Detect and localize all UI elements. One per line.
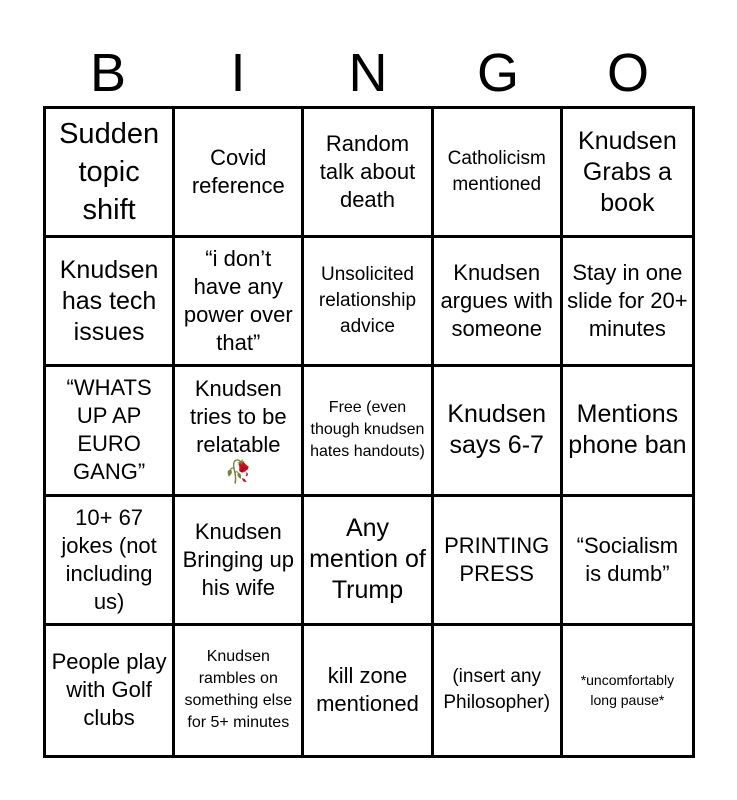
bingo-cell-i4[interactable]	[175, 497, 304, 626]
bingo-cell-o2[interactable]	[563, 238, 692, 367]
bingo-cell-i3[interactable]	[175, 367, 304, 496]
cell-text: Random talk about death	[319, 131, 416, 213]
header-letter-o: O	[606, 43, 649, 103]
bingo-cell-i5[interactable]	[175, 626, 304, 755]
bingo-cell-b5[interactable]	[46, 626, 175, 755]
cell-text: Knudsen tries to be relatable	[189, 376, 287, 458]
cell-text: “i don’t have any power over that”	[183, 246, 293, 356]
bingo-cell-g2[interactable]	[434, 238, 563, 367]
bingo-cell-n3[interactable]	[304, 367, 433, 496]
cell-text: Mentions phone ban	[568, 400, 687, 460]
bingo-cell-i2[interactable]	[175, 238, 304, 367]
cell-text: Any mention of Trump	[309, 514, 426, 605]
cell-text: People play with Golf clubs	[51, 649, 167, 731]
cell-text: Knudsen argues with someone	[440, 260, 553, 342]
bingo-cell-g4[interactable]	[434, 497, 563, 626]
bingo-cell-o3[interactable]	[563, 367, 692, 496]
cell-text: Sudden topic shift	[59, 118, 160, 227]
bingo-cell-n1[interactable]	[304, 109, 433, 238]
cell-text: PRINTING PRESS	[444, 532, 550, 586]
bingo-cell-b2[interactable]	[46, 238, 175, 367]
cell-text: Catholicism mentioned	[447, 148, 546, 196]
cell-text: “Socialism is dumb”	[576, 532, 679, 586]
cell-text: kill zone mentioned	[316, 663, 419, 717]
bingo-header	[43, 40, 693, 106]
cell-text: Knudsen rambles on something else for 5+ minutes	[184, 648, 293, 732]
bingo-cell-n5[interactable]	[304, 626, 433, 755]
bingo-cell-o1[interactable]	[563, 109, 692, 238]
header-letter-i: I	[230, 43, 246, 103]
wilted-rose-icon: 🥀	[224, 459, 252, 485]
cell-text: Knudsen Grabs a book	[578, 126, 677, 217]
cell-text: *uncomfortably long pause*	[580, 672, 675, 709]
bingo-card-grid	[43, 106, 695, 758]
bingo-cell-n2[interactable]	[304, 238, 433, 367]
bingo-cell-g1[interactable]	[434, 109, 563, 238]
cell-text: Knudsen has tech issues	[59, 255, 159, 346]
bingo-cell-b1[interactable]	[46, 109, 175, 238]
cell-text: Knudsen says 6-7	[447, 400, 547, 460]
header-letter-b: B	[89, 43, 127, 103]
cell-text: Unsolicited relationship advice	[318, 264, 417, 338]
bingo-cell-g3[interactable]	[434, 367, 563, 496]
cell-text: Covid reference	[191, 145, 285, 199]
bingo-cell-i1[interactable]	[175, 109, 304, 238]
bingo-cell-o4[interactable]	[563, 497, 692, 626]
header-letter-n: N	[348, 43, 388, 103]
cell-text: Stay in one slide for 20+ minutes	[567, 260, 688, 342]
bingo-cell-n4[interactable]	[304, 497, 433, 626]
cell-text: 10+ 67 jokes (not including us)	[61, 504, 157, 614]
bingo-cell-b4[interactable]	[46, 497, 175, 626]
cell-text: “WHATS UP AP EURO GANG”	[66, 375, 152, 485]
bingo-cell-g5[interactable]	[434, 626, 563, 755]
bingo-cell-b3[interactable]	[46, 367, 175, 496]
cell-text: Knudsen Bringing up his wife	[182, 518, 294, 600]
header-letter-g: G	[476, 43, 519, 103]
cell-text: (insert any Philosopher)	[443, 666, 551, 714]
bingo-cell-o5[interactable]	[563, 626, 692, 755]
cell-text: Free (even though knudsen hates handouts)	[310, 399, 425, 461]
